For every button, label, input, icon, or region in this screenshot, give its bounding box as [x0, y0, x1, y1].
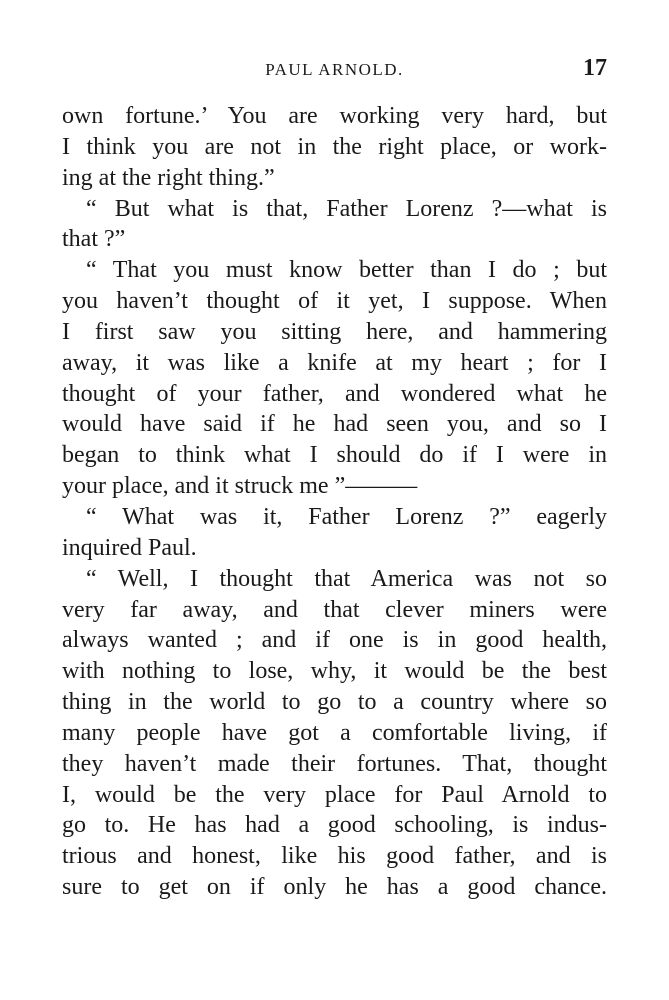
running-title: PAUL ARNOLD. — [265, 60, 404, 79]
text-line: you haven’t thought of it yet, I suppose. When — [62, 288, 607, 315]
text-line: they haven’t made their fortunes. That, thought — [62, 750, 607, 777]
running-head — [62, 55, 607, 88]
text-line: “ But what is that, Father Lorenz ?—what is — [86, 195, 607, 222]
text-line: that ?” — [62, 226, 126, 253]
text-line: your place, and it struck me ”——— — [62, 473, 418, 500]
page-number: 17 — [583, 55, 607, 81]
text-line: ing at the right thing.” — [62, 164, 275, 191]
text-line: away, it was like a knife at my heart ; for I — [62, 349, 607, 376]
text-line: own fortune.’ You are working very hard, but — [62, 103, 607, 129]
text-line: “ Well, I thought that America was not so — [86, 565, 607, 592]
text-line: sure to get on if only he has a good chance. — [62, 874, 607, 901]
text-line: began to think what I should do if I were in — [62, 442, 607, 469]
text-line: would have said if he had seen you, and so I — [62, 411, 607, 438]
text-line: with nothing to lose, why, it would be the best — [62, 658, 607, 685]
text-line: thought of your father, and wondered what he — [62, 380, 607, 407]
text-line: trious and honest, like his good father, and is — [62, 843, 607, 870]
text-line: inquired Paul. — [62, 534, 197, 561]
body-text — [62, 101, 607, 903]
text-line: many people have got a comfortable living, if — [62, 719, 607, 746]
text-line: I think you are not in the right place, or work- — [62, 133, 607, 160]
text-line: thing in the world to go to a country where so — [62, 689, 607, 716]
text-line: I first saw you sitting here, and hammering — [62, 318, 607, 345]
text-line: “ What was it, Father Lorenz ?” eagerly — [86, 503, 607, 530]
text-line: go to. He has had a good schooling, is indus- — [62, 812, 607, 839]
text-line: “ That you must know better than I do ; but — [86, 257, 607, 284]
text-line: always wanted ; and if one is in good health, — [62, 627, 607, 654]
text-line: very far away, and that clever miners were — [62, 596, 607, 623]
text-line: I, would be the very place for Paul Arnold to — [62, 781, 607, 808]
